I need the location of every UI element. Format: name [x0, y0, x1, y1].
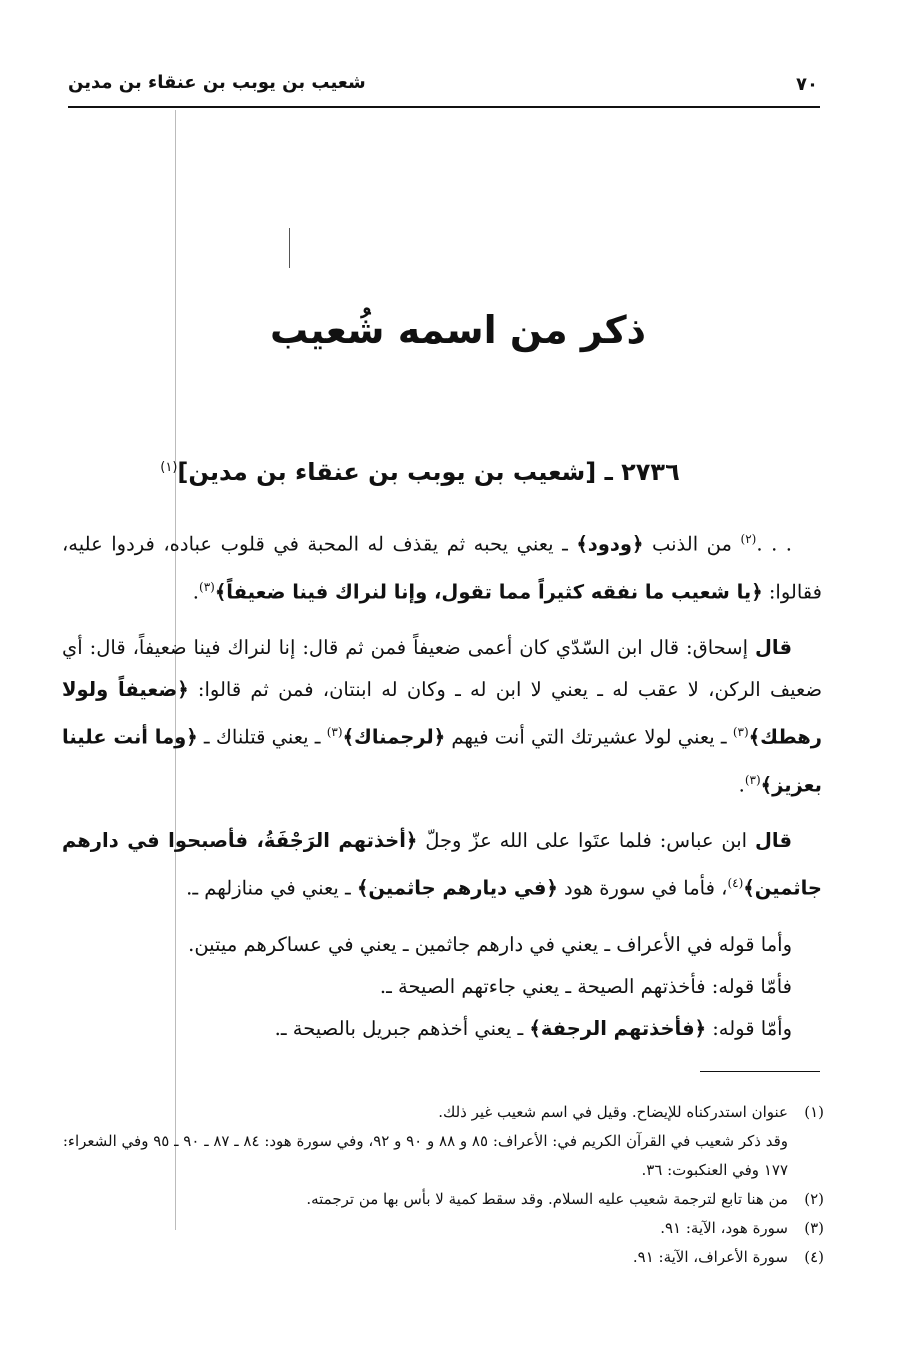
- text-run: ـ يعني قتلناك ـ: [197, 725, 327, 749]
- text-run: ـ يعني يحبه ثم يقذف له المحبة في قلوب عباده، فردوا عليه، فقالوا:: [62, 532, 822, 603]
- text-run: ـ يعني أخذهم جبريل بالصيحة ـ.: [274, 1016, 530, 1040]
- quran-quote: ﴿لرجمناك﴾: [342, 725, 446, 749]
- footnote-ref: (١): [160, 460, 178, 475]
- footnote-mark: (١): [804, 1103, 824, 1121]
- quran-quote: ﴿ضعيفاً ولولا رهطك﴾: [62, 678, 823, 749]
- paragraph-5: [62, 966, 822, 1008]
- quran-quote: ﴿يا شعيب ما نفقه كثيراً مما تقول، وإنا لنراك فينا ضعيفاً﴾: [214, 580, 763, 603]
- footnote-mark: (٤): [804, 1248, 824, 1266]
- text-run: ـ يعني لولا عشيرتك التي أنت فيهم: [445, 725, 733, 749]
- footnote-text: وقد ذكر شعيب في القرآن الكريم في: الأعراف: ٨٥ و ٨٨ و ٩٠ و ٩٢، وفي سورة هود: ٨٤ ـ ٨٧ ـ ٩٠ ـ ٩٥ وفي الشعراء: ١٧٧ وفي العنكبوت: ٣٦.: [62, 1132, 788, 1179]
- footnote-text: عنوان استدركناه للإيضاح. وقيل في اسم شعيب غير ذلك.: [438, 1103, 788, 1121]
- text-run: من الذنب: [643, 532, 741, 556]
- paragraph-label: قال: [754, 829, 792, 852]
- text-run: فأمّا قوله: فأخذتهم الصيحة ـ يعني جاءتهم الصيحة ـ.: [379, 974, 792, 998]
- quran-quote: ﴿ودود﴾: [576, 532, 644, 556]
- footnote-1: [52, 1098, 824, 1127]
- paragraph-2: [62, 627, 822, 806]
- quran-quote: ﴿في ديارهم جاثمين﴾: [356, 876, 558, 900]
- footnote-text: سورة هود، الآية: ٩١.: [660, 1219, 788, 1237]
- text-run: . . .: [756, 532, 793, 556]
- text-run: وأمّا قوله:: [706, 1016, 792, 1040]
- scan-tick-mark: [289, 228, 290, 268]
- quran-quote: ﴿أخذتهم الرَجْفَةُ، فأصبحوا في دارهم جاثمين﴾: [62, 829, 822, 900]
- text-run: .: [192, 580, 199, 603]
- text-run: ـ يعني في منازلهم ـ.: [186, 876, 357, 900]
- entry-heading-text: ٢٧٣٦ ـ [شعيب بن يوبب بن عنقاء بن مدين]: [177, 458, 680, 486]
- footnote-ref: (٣): [732, 725, 749, 739]
- footnote-text: سورة الأعراف، الآية: ٩١.: [632, 1248, 788, 1266]
- footnote-4: [52, 1243, 824, 1272]
- paragraph-3: [62, 820, 822, 910]
- footnote-ref: (٣): [326, 725, 343, 739]
- footnote-mark: (٣): [804, 1219, 824, 1237]
- quran-quote: ﴿فأخذتهم الرجفة﴾: [529, 1016, 707, 1040]
- paragraph-4: [62, 924, 822, 966]
- footnote-ref: (٣): [744, 772, 761, 787]
- page-number: ٧٠: [796, 74, 818, 95]
- quran-quote: ﴿وما أنت علينا بعزيز﴾: [62, 725, 822, 796]
- text-run: .: [738, 773, 745, 796]
- paragraph-1: [62, 518, 822, 613]
- footnote-2: [52, 1185, 824, 1214]
- text-run: ابن عباس: فلما عتَوا على الله عزّ وجلّ: [417, 829, 755, 852]
- footnote-3: [52, 1214, 824, 1243]
- footnote-ref: (٣): [199, 579, 215, 594]
- footnote-ref: (٤): [727, 876, 744, 890]
- paragraph-label: قال: [754, 636, 792, 659]
- header-rule: [68, 106, 820, 108]
- footnote-1-continued: [52, 1127, 824, 1185]
- paragraph-6: [62, 1008, 822, 1050]
- entry-heading: [160, 458, 680, 486]
- body-text: [62, 518, 822, 1050]
- footnote-text: من هنا تابع لترجمة شعيب عليه السلام. وقد سقط كمية لا بأس بها من ترجمته.: [306, 1190, 788, 1208]
- running-header: [68, 70, 818, 100]
- chapter-title: ذكر من اسمه شُعيب: [269, 308, 647, 352]
- running-title: شعيب بن يوبب بن عنقاء بن مدين: [68, 72, 366, 93]
- text-run: إسحاق: قال ابن السّدّي كان أعمى ضعيفاً فمن ثم قال: إنا لنراك فينا ضعيفاً، قال: أي ضعيف الركن، لا عقب له ـ يعني لا ابن له ـ وكان له ابنتان، فمن ثم قالوا:: [62, 636, 822, 701]
- text-run: ، فأما في سورة هود: [557, 876, 728, 900]
- footnote-rule: [700, 1071, 820, 1072]
- footnotes: [52, 1098, 824, 1272]
- footnote-mark: (٢): [804, 1190, 824, 1208]
- text-run: وأما قوله في الأعراف ـ يعني في دارهم جاثمين ـ يعني في عساكرهم ميتين.: [188, 932, 792, 956]
- footnote-ref: (٢): [740, 532, 757, 546]
